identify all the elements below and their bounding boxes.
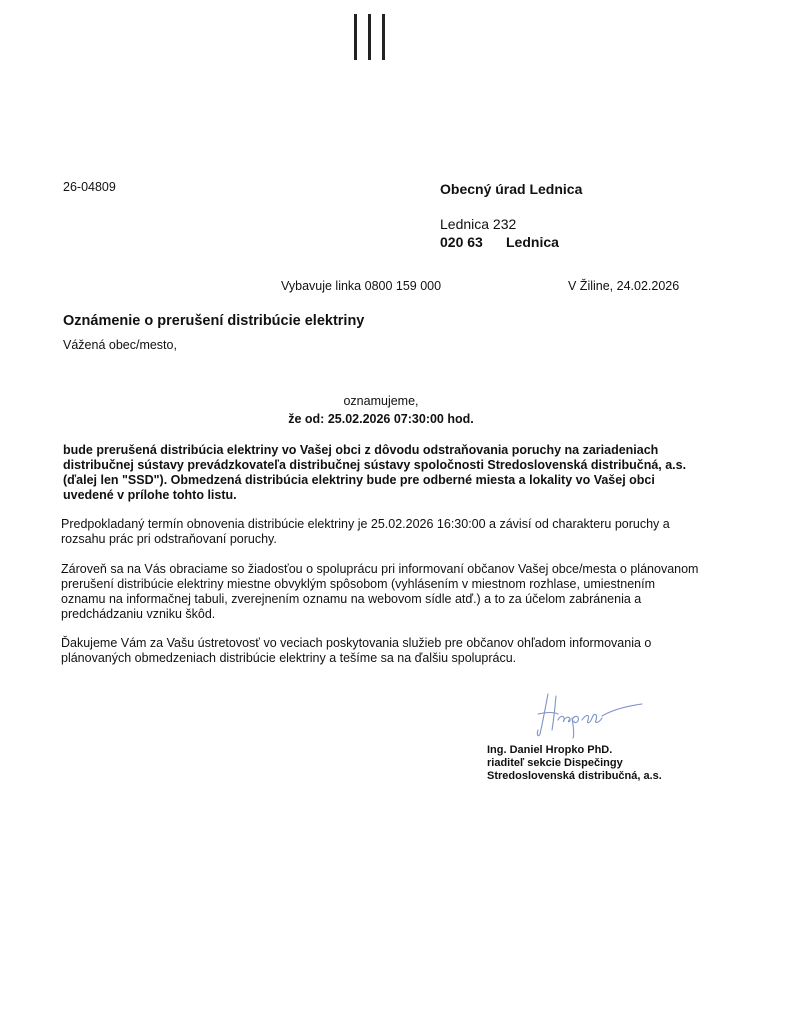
place-date: V Žiline, 24.02.2026 bbox=[568, 279, 680, 293]
letter-title: Oznámenie o prerušení distribúcie elektriny bbox=[63, 313, 365, 329]
company-logo-icon bbox=[352, 14, 388, 60]
thanks-paragraph: Ďakujeme Vám za Vašu ústretovosť vo veciach poskytovania služieb pre občanov ohľadom informovania o plánovaných obmedzeniach distribúcie elektriny a tešíme sa na ďalšiu spoluprácu. bbox=[61, 636, 652, 665]
reference-number: 26-04809 bbox=[63, 180, 116, 194]
signer-name: Ing. Daniel Hropko PhD. bbox=[487, 744, 613, 756]
recipient-name: Obecný úrad Lednica bbox=[440, 181, 583, 197]
signer-company: Stredoslovenská distribučná, a.s. bbox=[487, 770, 662, 782]
signer-block bbox=[487, 744, 662, 783]
recipient-zip: 020 63 bbox=[440, 234, 483, 250]
cooperation-paragraph: Zároveň sa na Vás obraciame so žiadosťou o spoluprácu pri informovaní občanov Vašej obce/mesta o plánovanom prerušení distribúcie elektriny miestne obvyklým spôsobom (vyhlásením v miestnom rozhlase, umiestnením oznamu na informačnej tabuli, zverejnením oznamu na webovom sídle atď.) a to za účelom zabránenia a predchádzaniu vzniku škôd. bbox=[61, 562, 699, 621]
contact-line: Vybavuje linka 0800 159 000 bbox=[281, 279, 442, 293]
restore-paragraph: Predpokladaný termín obnovenia distribúcie elektriny je 25.02.2026 16:30:00 a závisí od charakteru poruchy a rozsahu prác pri odstraňovaní poruchy. bbox=[61, 517, 670, 546]
recipient-street: Lednica 232 bbox=[440, 216, 517, 232]
signer-position: riaditeľ sekcie Dispečingy bbox=[487, 757, 623, 769]
outage-paragraph: bude prerušená distribúcia elektriny vo Vašej obci z dôvodu odstraňovania poruchy na zariadeniach distribučnej sústavy prevádzkovateľa distribučnej sústavy spoločnosti Stredoslovenská distribučná, a.s. (ďalej len "SSD"). Obmedzená distribúcia elektriny bude pre odberné miesta a lokality vo Vašej obci uvedené v prílohe tohto listu. bbox=[63, 443, 687, 502]
signature-icon bbox=[532, 690, 644, 740]
recipient-address bbox=[440, 180, 582, 251]
salutation: Vážená obec/mesto, bbox=[63, 338, 177, 352]
announce-text: oznamujeme, bbox=[343, 394, 419, 408]
recipient-city: Lednica bbox=[506, 234, 559, 250]
recipient-city-line bbox=[440, 233, 582, 251]
outage-start-date: že od: 25.02.2026 07:30:00 hod. bbox=[288, 412, 474, 426]
